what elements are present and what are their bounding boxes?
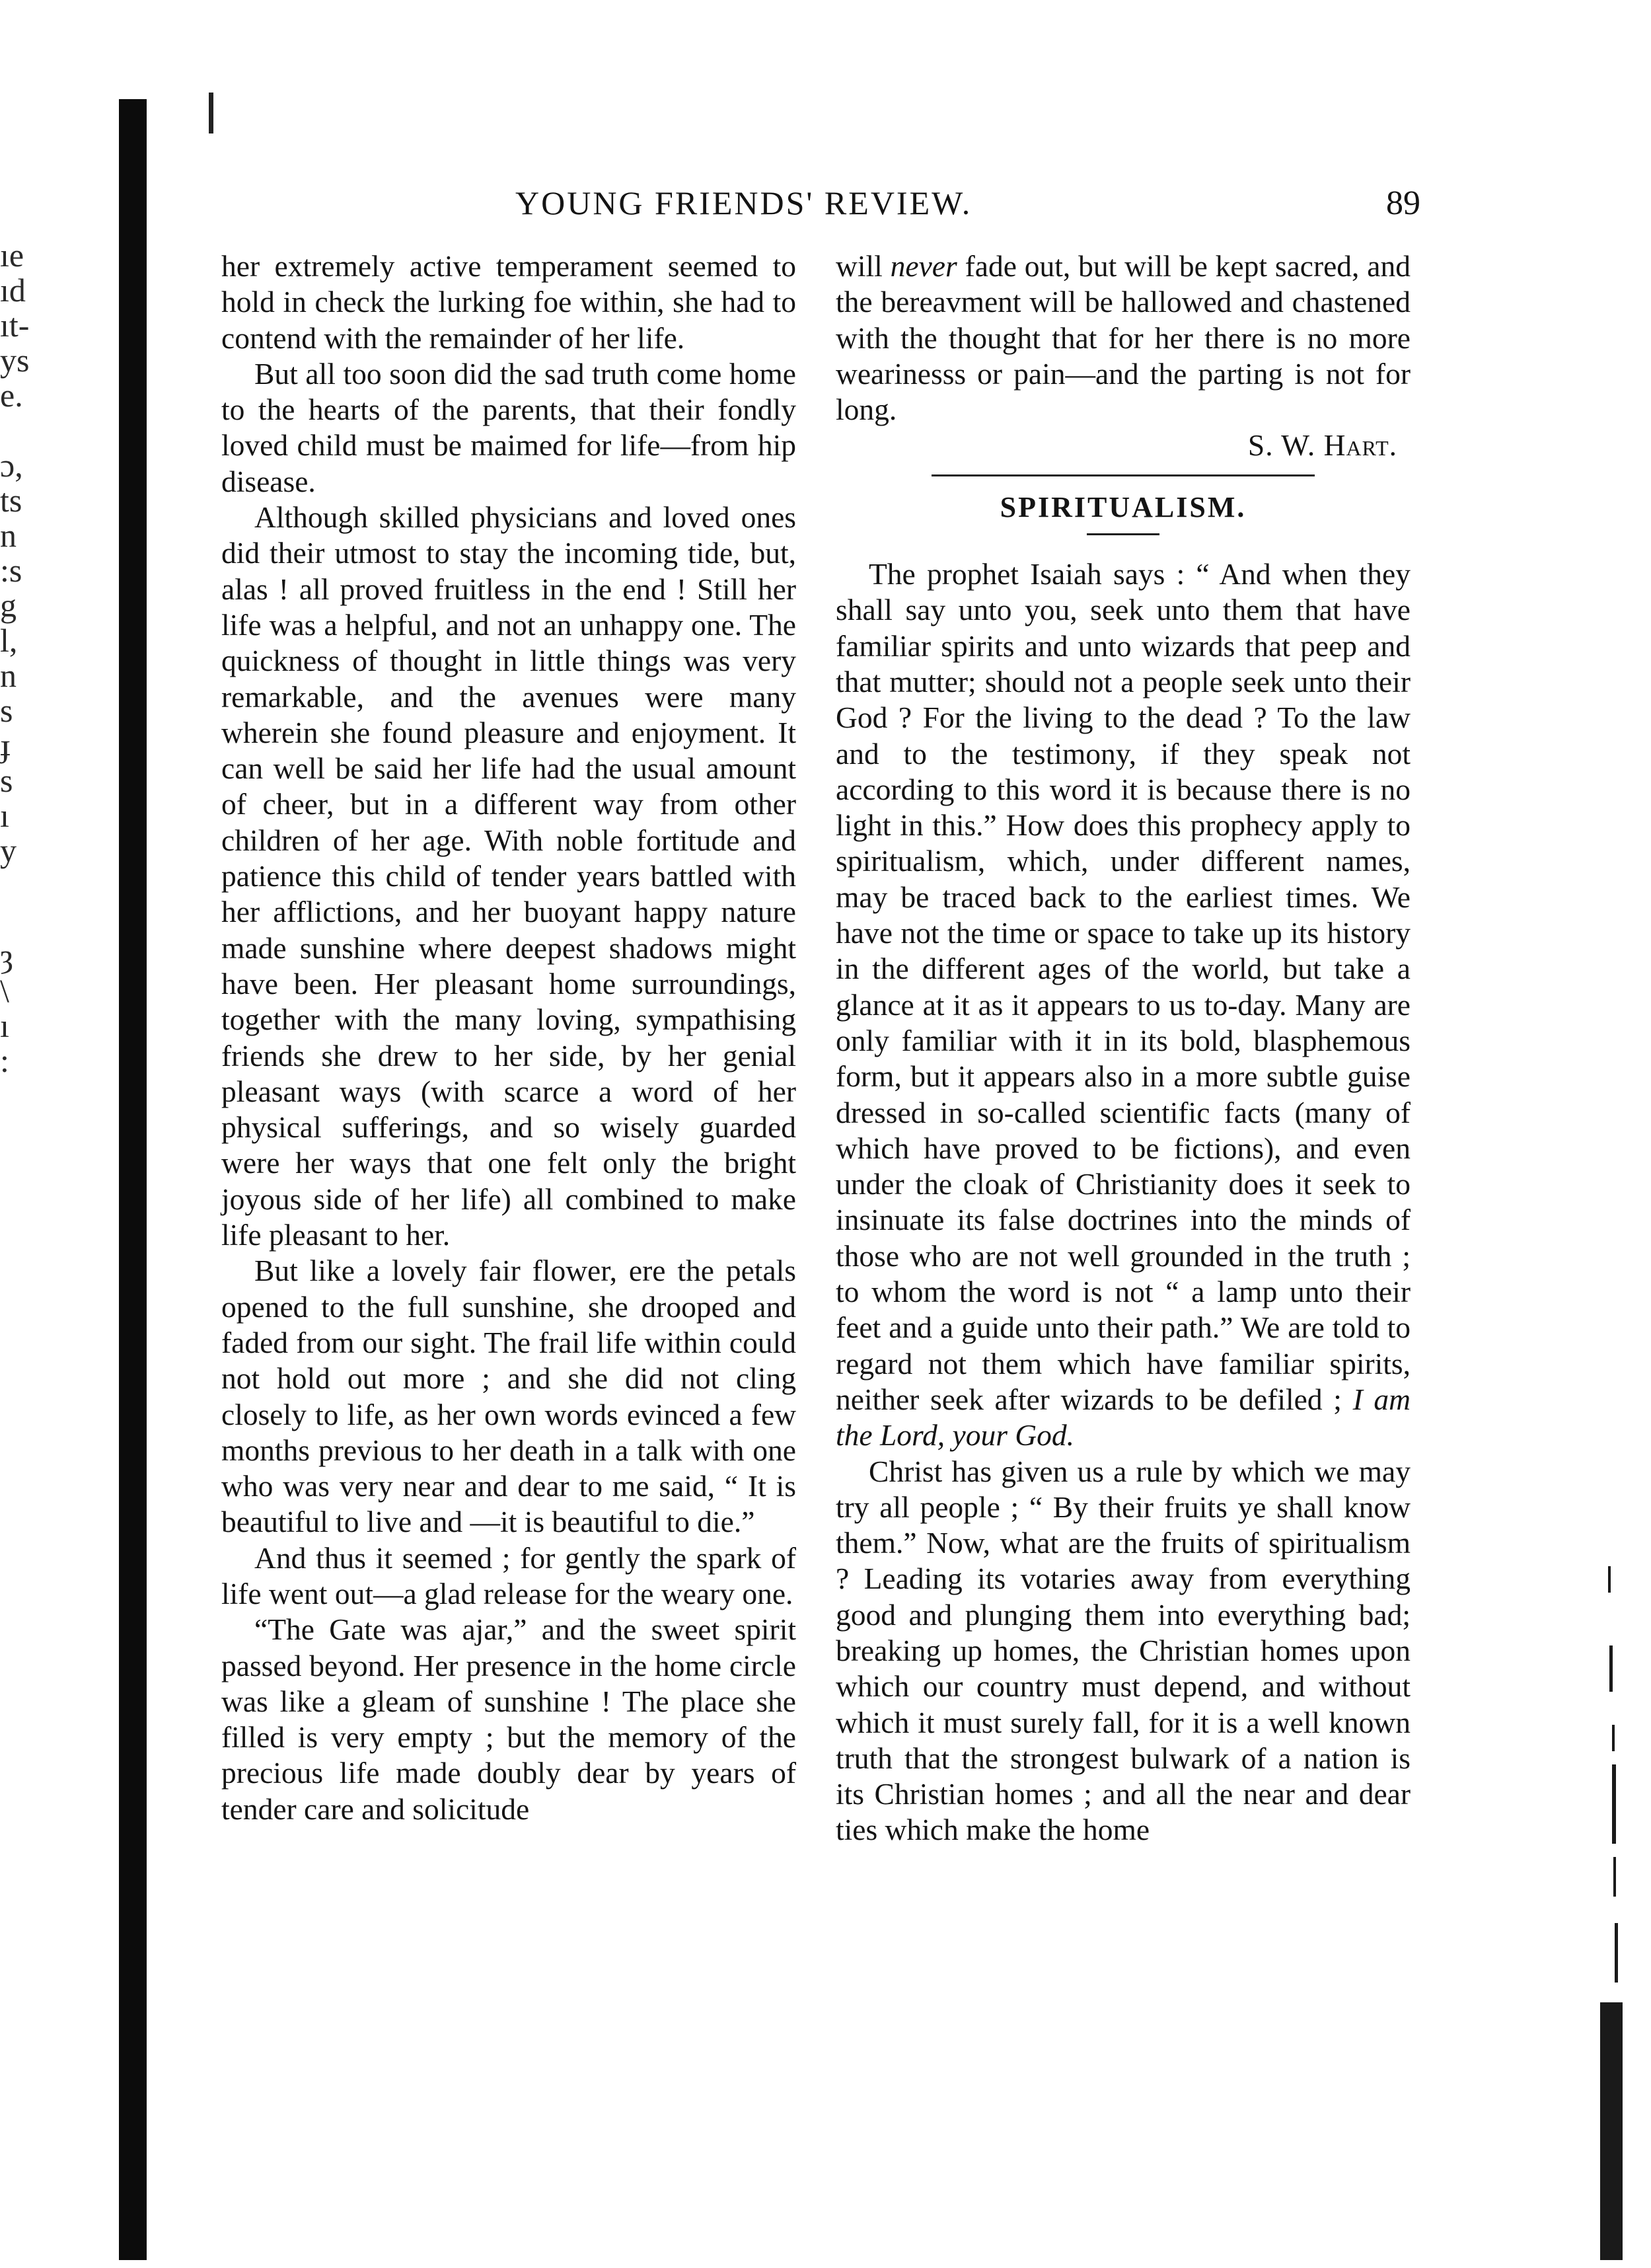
right-column [836,248,1411,1848]
journal-title: YOUNG FRIENDS' REVIEW. [515,184,972,221]
section-divider [932,474,1315,476]
binding-shadow [119,99,147,2260]
left-paragraph-1: her extremely active temperament seemed to hold in check the lurking foe within, she had to contend with the remainder of her life. [221,249,796,355]
left-paragraph-5: And thus it seemed ; for gently the spark of life went out—a glad release for the weary one. [221,1540,796,1610]
corner-mark [209,93,213,133]
title-underline [1087,533,1159,535]
left-paragraph-2: But all too soon did the sad truth come home to the hearts of the parents, that their fondly loved child must be maimed for life—from hip disease. [221,356,796,498]
continuation-text-b: fade out, but will be kept sacred, and the bereavment will be hallowed and chastened with the thought that for her there is no more wearinesss or pain—and the parting is not for long. [836,249,1411,427]
article-paragraph-1-text: The prophet Isaiah says : “ And when they shall say unto you, seek unto them that have familiar spirits and unto wizards that peep and that mutter; should not a people seek unto their God ? For the living to the dead ? To the law and to the testimony, if they speak not according to this word it is because there is no light in this.” How does this prophecy apply to spiritualism, which, under different names, may be traced back to the earliest times. We have not the time or space to take up its history in the different ages of the world, but take a glance at it as it appears to us to-day. Many are only familiar with it in its bold, blasphemous form, but it appears also in a more subtle guise dressed in so-called scientific facts (many of which have proved to be fictions), and even under the cloak of Christianity does it seek to insinuate its false doctrines into the minds of those who are not well grounded in the truth ; to whom the word is not “ a lamp unto their feet and a guide unto their path.” We are told to regard not them which have familiar spirits, neither seek after wizards to be defiled ; [836,557,1411,1416]
left-paragraph-3: Although skilled physicians and loved ones did their utmost to stay the incoming tide, but, alas ! all proved fruitless in the end ! Still her life was a helpful, and not an unhappy one. The quickness of thought in little things was very remarkable, and the avenues were many wherein she found pleasure and enjoyment. It can well be said her life had the usual amount of cheer, but in a different way from other children of her age. With noble fortitude and patience this child of tender years battled with her afflictions, and her buoyant happy nature made sunshine where deepest shadows might have been. Her pleasant home surroundings, together with the many loving, sympathising friends she drew to her side, by her genial pleasant ways (with scarce a word of her physical sufferings, and so wisely guarded were her ways that one felt only the bright joyous side of her life) all combined to make life pleasant to her. [221,500,796,1252]
section-title: SPIRITUALISM. [1000,490,1247,523]
article-paragraph-1 [836,556,1411,1453]
article-paragraph-2: Christ has given us a rule by which we may try all people ; “ By their fruits ye shall know them.” Now, what are the fruits of spiritualism ? Leading its votaries away from everything good and plunging them into everything bad; breaking up homes, the Christian homes upon which our country must depend, and without which it must surely fall, for it is a well known truth that the strongest bulwark of a nation is its Christian homes ; and all the near and dear ties which make the home [836,1454,1411,1847]
page-number: 89 [1386,184,1420,222]
running-head [218,184,1420,230]
margin-bleed-text: ıe ıd ıt- ys e. ɔ, ts n :s g l, n s ɟ s ı y ȝ \ ı : [0,237,30,1079]
article-paragraph-1-italic: I am the Lord, your God. [836,1382,1411,1453]
left-paragraph-4: But like a lovely fair flower, ere the petals opened to the full sunshine, she drooped and faded from our sight. The frail life within could not hold out more ; and she did not cling closely to life, as her own words evinced a few months previous to her death in a talk with one who was very near and dear to me said, “ It is beautiful to live and —it is beautiful to die.” [221,1254,796,1539]
scan-edge-artifact [1592,1566,1645,2267]
continuation-paragraph [836,248,1411,428]
left-paragraph-6: “The Gate was ajar,” and the sweet spirit passed beyond. Her presence in the home circle was like a gleam of sunshine ! The place she filled is very empty ; but the memory of the precious life made doubly dear by years of tender care and solicitude [221,1612,796,1826]
continuation-text-a: will [836,249,891,283]
author-signature: S. W. Hart. [1247,428,1397,463]
left-column [221,248,796,1827]
continuation-italic: never [890,249,957,283]
